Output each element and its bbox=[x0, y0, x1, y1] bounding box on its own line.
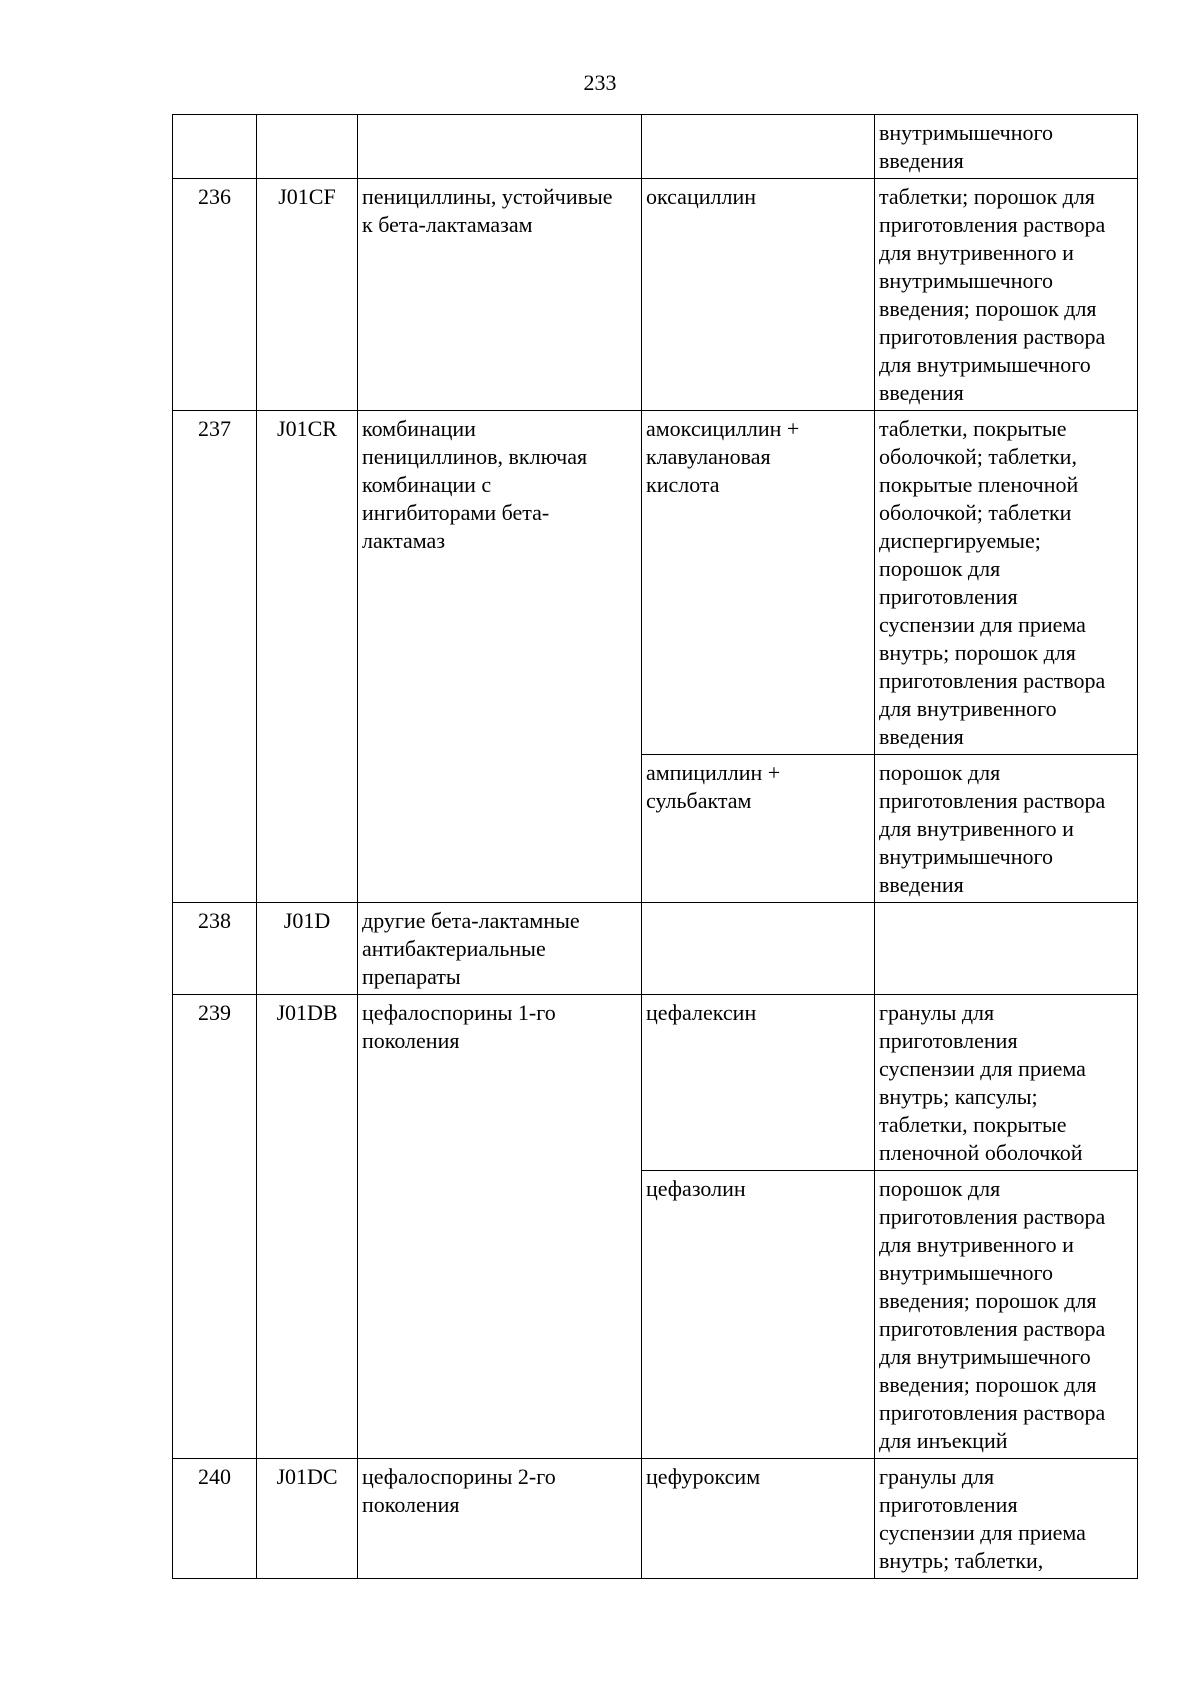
table-row bbox=[173, 115, 1138, 179]
dosage-forms-line: приготовления раствора bbox=[879, 324, 1106, 349]
anatomical-therapeutic-group-line: к бета-лактамазам bbox=[362, 212, 533, 237]
drug-name-line: цефазолин bbox=[646, 1176, 746, 1201]
drug-name-line: клавулановая bbox=[646, 444, 771, 469]
dosage-forms-line: приготовления bbox=[879, 1028, 1018, 1053]
dosage-forms-line: таблетки; порошок для bbox=[879, 184, 1095, 209]
dosage-forms-line: гранулы для bbox=[879, 1464, 995, 1489]
dosage-forms-line: внутрь; капсулы; bbox=[879, 1084, 1038, 1109]
drug-name-line: ампициллин + bbox=[646, 760, 781, 785]
row-number: 238 bbox=[173, 903, 257, 995]
dosage-forms-line: введения bbox=[879, 380, 964, 405]
table-row bbox=[173, 411, 1138, 755]
dosage-forms-line: внутрь; порошок для bbox=[879, 640, 1076, 665]
dosage-forms-line: оболочкой; таблетки bbox=[879, 500, 1072, 525]
dosage-forms-line: введения bbox=[879, 872, 964, 897]
dosage-forms-line: внутримышечного bbox=[879, 120, 1053, 145]
atc-code: J01DC bbox=[257, 1459, 358, 1579]
drug-table bbox=[172, 114, 1138, 1579]
dosage-forms-line: внутримышечного bbox=[879, 1260, 1053, 1285]
dosage-forms-line: приготовления bbox=[879, 584, 1018, 609]
row-number: 240 bbox=[173, 1459, 257, 1579]
anatomical-therapeutic-group bbox=[358, 903, 642, 995]
anatomical-therapeutic-group-line: поколения bbox=[362, 1028, 460, 1053]
anatomical-therapeutic-group bbox=[358, 995, 642, 1459]
atc-code: J01CR bbox=[257, 411, 358, 903]
atc-code: J01D bbox=[257, 903, 358, 995]
dosage-forms-line: приготовления раствора bbox=[879, 1316, 1106, 1341]
drug-name bbox=[642, 755, 875, 903]
dosage-forms-line: для внутримышечного bbox=[879, 1344, 1091, 1369]
drug-name-line: амоксициллин + bbox=[646, 416, 800, 441]
anatomical-therapeutic-group-line: комбинации bbox=[362, 416, 476, 441]
dosage-forms-line: для внутривенного и bbox=[879, 240, 1074, 265]
dosage-forms-line: введения; порошок для bbox=[879, 1288, 1097, 1313]
table-row bbox=[173, 1459, 1138, 1579]
dosage-forms-line: таблетки, покрытые bbox=[879, 1112, 1067, 1137]
dosage-forms bbox=[875, 179, 1138, 411]
dosage-forms bbox=[875, 411, 1138, 755]
anatomical-therapeutic-group-line: цефалоспорины 2-го bbox=[362, 1464, 556, 1489]
dosage-forms-line: приготовления раствора bbox=[879, 212, 1106, 237]
drug-name-line: кислота bbox=[646, 472, 720, 497]
table-body bbox=[173, 115, 1138, 1579]
dosage-forms-line: для внутривенного и bbox=[879, 1232, 1074, 1257]
dosage-forms-line: гранулы для bbox=[879, 1000, 995, 1025]
drug-name bbox=[642, 903, 875, 995]
drug-name-line: цефуроксим bbox=[646, 1464, 761, 1489]
anatomical-therapeutic-group-line: пенициллинов, включая bbox=[362, 444, 588, 469]
dosage-forms-line: покрытые пленочной bbox=[879, 472, 1079, 497]
dosage-forms-line: внутримышечного bbox=[879, 268, 1053, 293]
atc-code bbox=[257, 115, 358, 179]
dosage-forms-line: приготовления раствора bbox=[879, 788, 1106, 813]
dosage-forms-line: приготовления раствора bbox=[879, 668, 1106, 693]
dosage-forms-line: суспензии для приема bbox=[879, 1056, 1086, 1081]
dosage-forms-line: внутрь; таблетки, bbox=[879, 1548, 1044, 1573]
row-number: 237 bbox=[173, 411, 257, 903]
dosage-forms-line: для внутривенного bbox=[879, 696, 1057, 721]
dosage-forms bbox=[875, 1171, 1138, 1459]
table-row bbox=[173, 995, 1138, 1171]
dosage-forms-line: суспензии для приема bbox=[879, 612, 1086, 637]
drug-name-line: цефалексин bbox=[646, 1000, 757, 1025]
dosage-forms-line: для внутримышечного bbox=[879, 352, 1091, 377]
dosage-forms bbox=[875, 903, 1138, 995]
anatomical-therapeutic-group bbox=[358, 179, 642, 411]
row-number: 236 bbox=[173, 179, 257, 411]
dosage-forms bbox=[875, 1459, 1138, 1579]
anatomical-therapeutic-group-line: другие бета-лактамные bbox=[362, 908, 580, 933]
dosage-forms-line: для внутривенного и bbox=[879, 816, 1074, 841]
anatomical-therapeutic-group bbox=[358, 411, 642, 903]
anatomical-therapeutic-group bbox=[358, 1459, 642, 1579]
dosage-forms-line: приготовления раствора bbox=[879, 1204, 1106, 1229]
drug-name bbox=[642, 1171, 875, 1459]
dosage-forms-line: введения bbox=[879, 148, 964, 173]
atc-code: J01DB bbox=[257, 995, 358, 1459]
dosage-forms-line: приготовления bbox=[879, 1492, 1018, 1517]
anatomical-therapeutic-group-line: цефалоспорины 1-го bbox=[362, 1000, 556, 1025]
anatomical-therapeutic-group-line: лактамаз bbox=[362, 528, 446, 553]
dosage-forms-line: порошок для bbox=[879, 1176, 1001, 1201]
dosage-forms-line: введения; порошок для bbox=[879, 1372, 1097, 1397]
dosage-forms-line: пленочной оболочкой bbox=[879, 1140, 1083, 1165]
dosage-forms-line: таблетки, покрытые bbox=[879, 416, 1067, 441]
dosage-forms-line: введения bbox=[879, 724, 964, 749]
table-row bbox=[173, 903, 1138, 995]
anatomical-therapeutic-group-line: комбинации с bbox=[362, 472, 492, 497]
anatomical-therapeutic-group-line: ингибиторами бета- bbox=[362, 500, 550, 525]
drug-name bbox=[642, 1459, 875, 1579]
dosage-forms-line: порошок для bbox=[879, 556, 1001, 581]
dosage-forms-line: введения; порошок для bbox=[879, 296, 1097, 321]
drug-name bbox=[642, 179, 875, 411]
table-row bbox=[173, 179, 1138, 411]
drug-name bbox=[642, 995, 875, 1171]
dosage-forms-line: суспензии для приема bbox=[879, 1520, 1086, 1545]
drug-name bbox=[642, 115, 875, 179]
anatomical-therapeutic-group-line: антибактериальные bbox=[362, 936, 546, 961]
dosage-forms bbox=[875, 115, 1138, 179]
dosage-forms bbox=[875, 995, 1138, 1171]
atc-code: J01CF bbox=[257, 179, 358, 411]
dosage-forms-line: для инъекций bbox=[879, 1428, 1008, 1453]
dosage-forms-line: порошок для bbox=[879, 760, 1001, 785]
anatomical-therapeutic-group-line: поколения bbox=[362, 1492, 460, 1517]
dosage-forms-line: диспергируемые; bbox=[879, 528, 1041, 553]
anatomical-therapeutic-group bbox=[358, 115, 642, 179]
dosage-forms-line: оболочкой; таблетки, bbox=[879, 444, 1077, 469]
dosage-forms bbox=[875, 755, 1138, 903]
drug-name bbox=[642, 411, 875, 755]
anatomical-therapeutic-group-line: препараты bbox=[362, 964, 461, 989]
row-number: 239 bbox=[173, 995, 257, 1459]
dosage-forms-line: внутримышечного bbox=[879, 844, 1053, 869]
drug-name-line: оксациллин bbox=[646, 184, 756, 209]
anatomical-therapeutic-group-line: пенициллины, устойчивые bbox=[362, 184, 613, 209]
drug-name-line: сульбактам bbox=[646, 788, 752, 813]
page-number: 233 bbox=[583, 70, 617, 95]
dosage-forms-line: приготовления раствора bbox=[879, 1400, 1106, 1425]
row-number bbox=[173, 115, 257, 179]
